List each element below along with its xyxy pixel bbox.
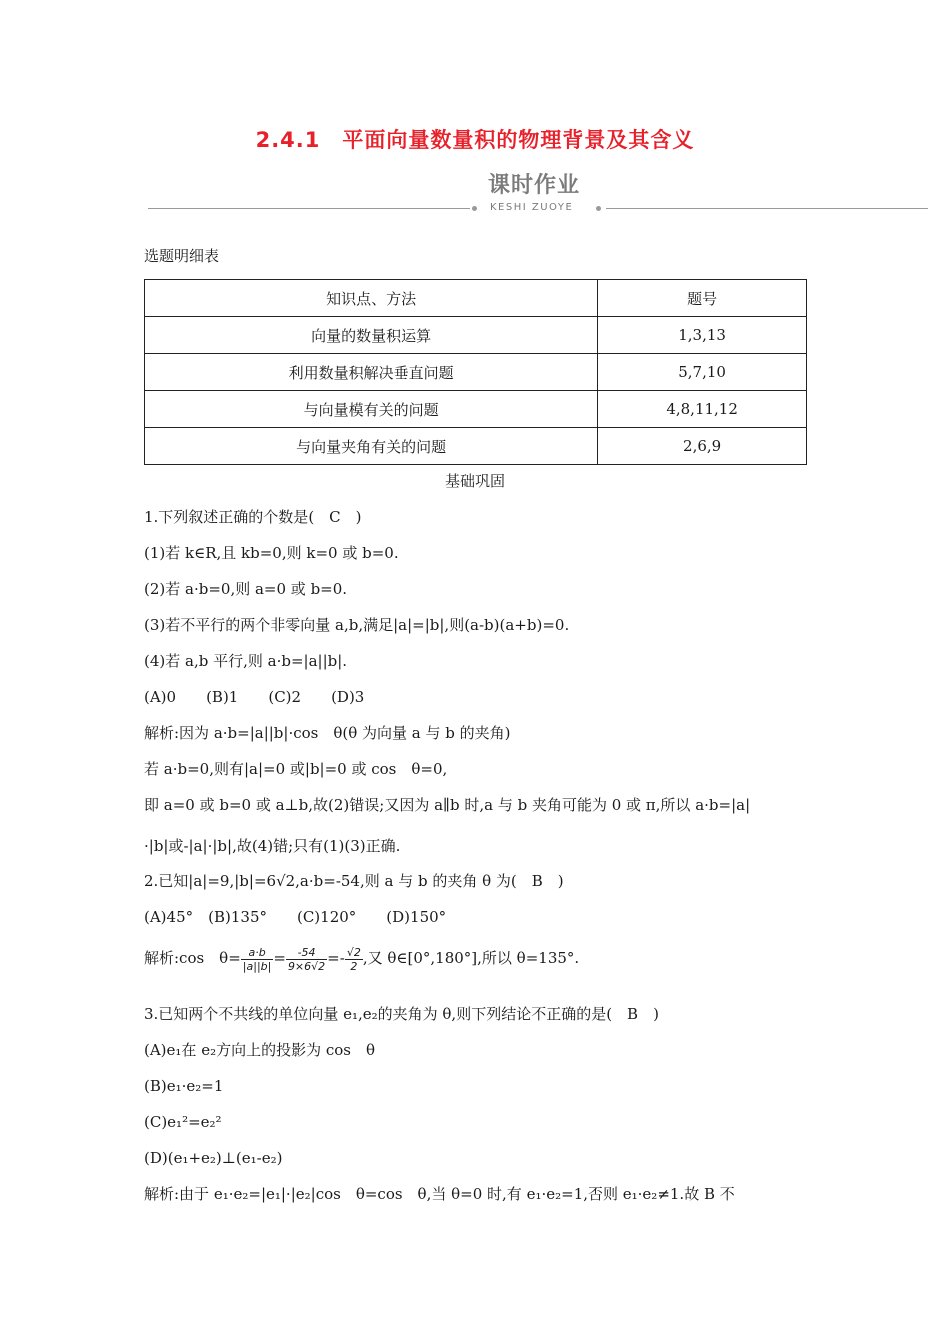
table-cell: 向量的数量积运算 bbox=[145, 317, 598, 354]
topic-table bbox=[144, 279, 807, 465]
table-row bbox=[145, 428, 807, 465]
table-header-cell: 知识点、方法 bbox=[145, 280, 598, 317]
fraction-denominator: 9×6√2 bbox=[287, 959, 326, 973]
fraction-numerator: a·b bbox=[241, 946, 274, 960]
q2-options: (A)45° (B)135° (C)120° (D)150° bbox=[144, 908, 447, 926]
fraction-denominator: |a||b| bbox=[242, 959, 272, 973]
table-row bbox=[145, 391, 807, 428]
banner-rule-left bbox=[148, 208, 470, 209]
section-banner-en: KESHI ZUOYE bbox=[490, 202, 574, 213]
section-title: 基础巩固 bbox=[444, 472, 505, 490]
q3-option-a: (A)e₁在 e₂方向上的投影为 cos θ bbox=[144, 1041, 376, 1059]
q3-option-b: (B)e₁·e₂=1 bbox=[144, 1077, 224, 1095]
table-cell: 利用数量积解决垂直问题 bbox=[145, 354, 598, 391]
banner-rule-right bbox=[606, 208, 928, 209]
table-header-cell: 题号 bbox=[598, 280, 807, 317]
q1-statement-3: (3)若不平行的两个非零向量 a,b,满足|a|=|b|,则(a-b)(a+b)=0. bbox=[144, 616, 570, 634]
q3-stem: 3.已知两个不共线的单位向量 e₁,e₂的夹角为 θ,则下列结论不正确的是( B ) bbox=[144, 1005, 659, 1023]
q1-statement-4: (4)若 a,b 平行,则 a·b=|a||b|. bbox=[144, 652, 348, 670]
q1-statement-2: (2)若 a·b=0,则 a=0 或 b=0. bbox=[144, 580, 348, 598]
table-cell: 与向量夹角有关的问题 bbox=[145, 428, 598, 465]
q1-analysis-1: 解析:因为 a·b=|a||b|·cos θ(θ 为向量 a 与 b 的夹角) bbox=[144, 724, 511, 742]
q3-option-c: (C)e₁²=e₂² bbox=[144, 1113, 222, 1131]
fraction-denominator: 2 bbox=[350, 959, 358, 973]
q2-analysis-prefix: 解析:cos θ= bbox=[144, 949, 241, 967]
section-banner-cn: 课时作业 bbox=[488, 173, 581, 198]
q1-options: (A)0 (B)1 (C)2 (D)3 bbox=[144, 688, 365, 706]
table-row bbox=[145, 354, 807, 391]
q1-analysis-3: 即 a=0 或 b=0 或 a⊥b,故(2)错误;又因为 a∥b 时,a 与 b 夹角可能为 0 或 π,所以 a·b=|a| bbox=[144, 796, 751, 814]
table-cell: 1,3,13 bbox=[598, 317, 807, 354]
q1-stem: 1.下列叙述正确的个数是( C ) bbox=[144, 508, 362, 526]
banner-dot-right bbox=[596, 206, 601, 211]
table-cell: 2,6,9 bbox=[598, 428, 807, 465]
q2-analysis-suffix: ,又 θ∈[0°,180°],所以 θ=135°. bbox=[362, 949, 580, 967]
fraction-root2-over-2 bbox=[345, 946, 363, 973]
fraction-values bbox=[286, 946, 327, 973]
q2-analysis bbox=[144, 943, 579, 973]
page-title: 2.4.1 平面向量数量积的物理背景及其含义 bbox=[255, 128, 695, 152]
q3-analysis-1: 解析:由于 e₁·e₂=|e₁|·|e₂|cos θ=cos θ,当 θ=0 时,有 e₁·e₂=1,否则 e₁·e₂≠1.故 B 不 bbox=[144, 1185, 735, 1203]
fraction-numerator: -54 bbox=[286, 946, 327, 960]
table-row bbox=[145, 317, 807, 354]
fraction-numerator: √2 bbox=[346, 945, 361, 959]
table-cell: 与向量模有关的问题 bbox=[145, 391, 598, 428]
table-cell: 4,8,11,12 bbox=[598, 391, 807, 428]
q2-stem: 2.已知|a|=9,|b|=6√2,a·b=-54,则 a 与 b 的夹角 θ 为( B ) bbox=[144, 872, 564, 890]
fraction-ab-over-norms bbox=[241, 946, 274, 973]
table-caption: 选题明细表 bbox=[144, 247, 220, 265]
equals-sign: = bbox=[273, 949, 286, 967]
equals-minus-sign: =- bbox=[327, 949, 345, 967]
table-cell: 5,7,10 bbox=[598, 354, 807, 391]
banner-dot-left bbox=[472, 206, 477, 211]
q3-option-d: (D)(e₁+e₂)⊥(e₁-e₂) bbox=[144, 1149, 283, 1167]
q1-statement-1: (1)若 k∈R,且 kb=0,则 k=0 或 b=0. bbox=[144, 544, 399, 562]
table-header-row bbox=[145, 280, 807, 317]
q1-analysis-4: ·|b|或-|a|·|b|,故(4)错;只有(1)(3)正确. bbox=[144, 837, 401, 855]
q1-analysis-2: 若 a·b=0,则有|a|=0 或|b|=0 或 cos θ=0, bbox=[144, 760, 448, 778]
